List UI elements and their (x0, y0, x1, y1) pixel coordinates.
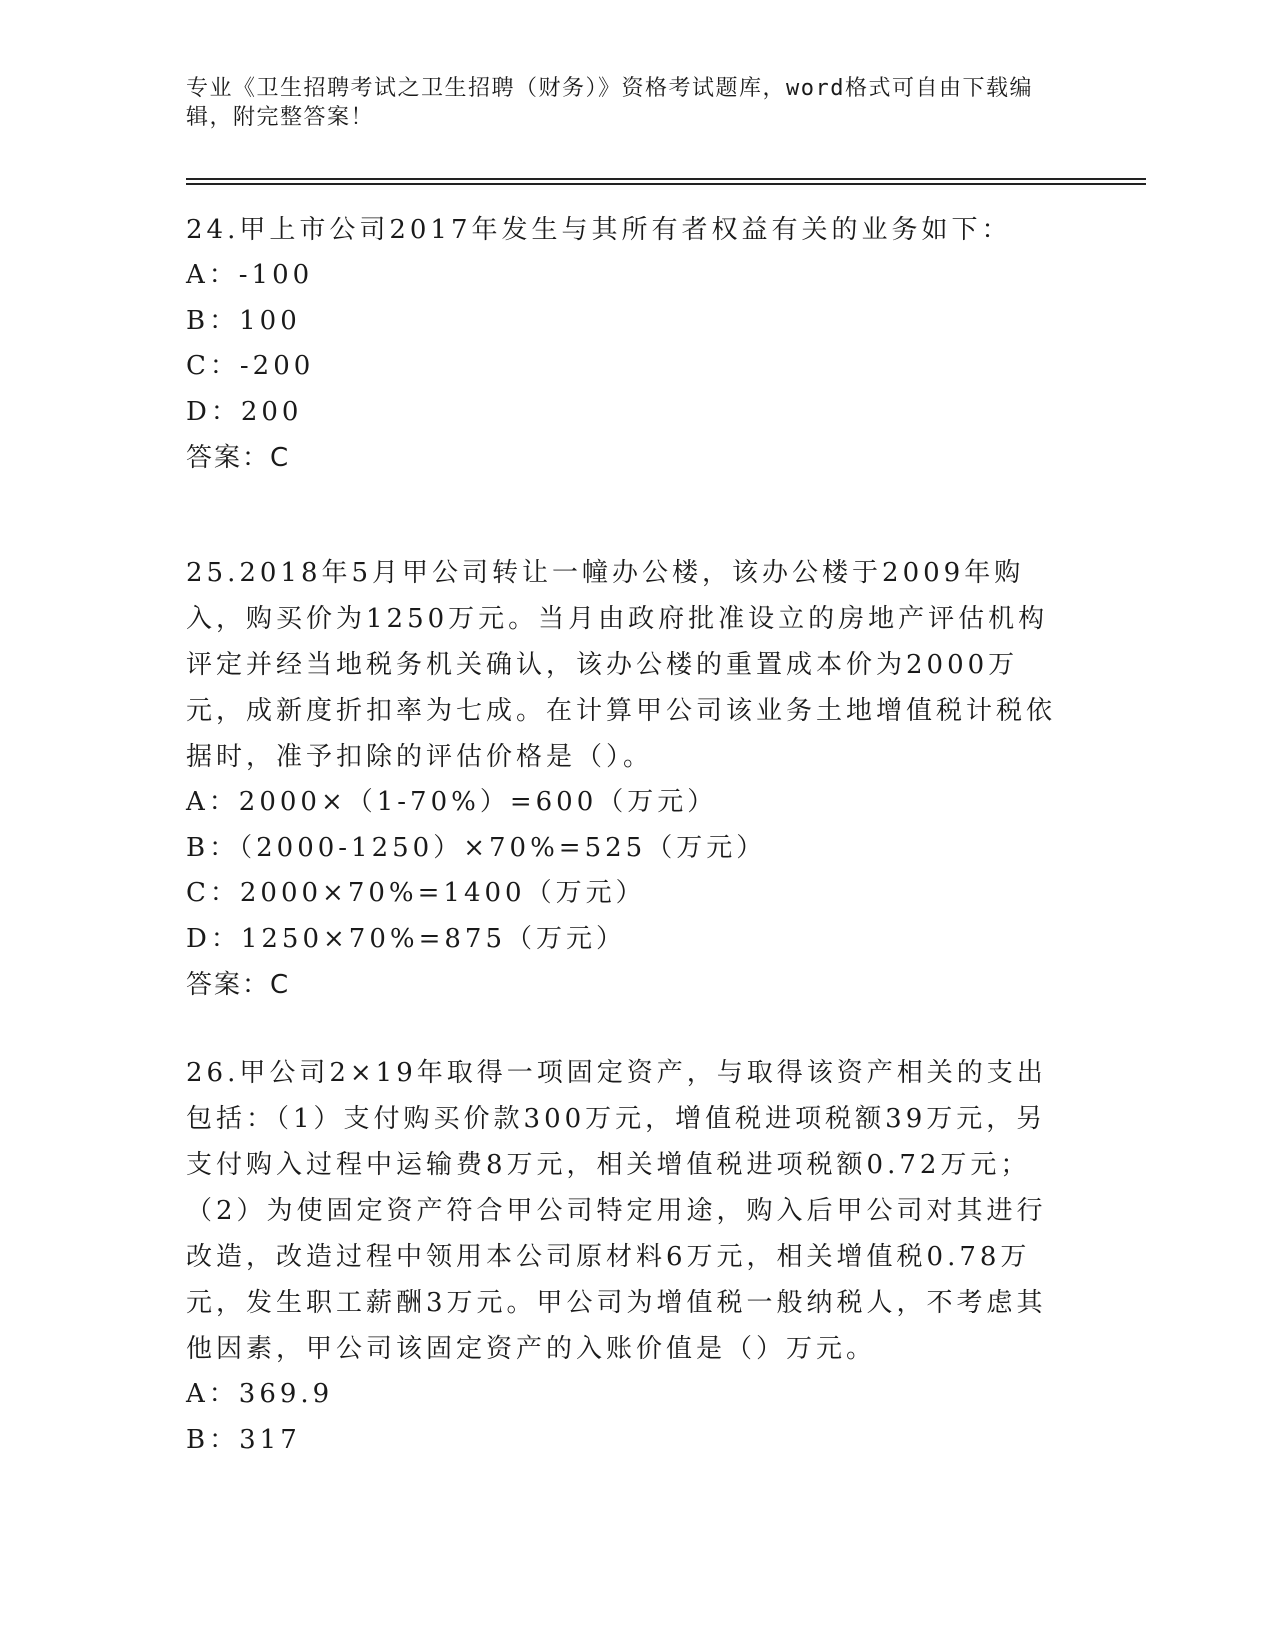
question-stem: 24.甲上市公司2017年发生与其所有者权益有关的业务如下： (186, 215, 1012, 245)
option-b: B：（2000-1250）×70%=525（万元） (186, 832, 767, 863)
option-b: B：317 (186, 1424, 301, 1455)
header-divider-top (186, 178, 1146, 180)
option-a: A：-100 (186, 260, 314, 290)
answer: 答案：C (186, 443, 291, 473)
question-26 (186, 1050, 1076, 1463)
question-stem: 25.2018年5月甲公司转让一幢办公楼，该办公楼于2009年购入，购买价为1250万元。当月由政府批准设立的房地产评估机构评定并经当地税务机关确认，该办公楼的重置成本价为2000万元，成新度折扣率为七成。在计算甲公司该业务土地增值税计税依据时，准予扣除的评估价格是（）。 (186, 558, 1057, 772)
question-24 (186, 207, 1076, 481)
header-divider-bottom (186, 183, 1146, 185)
document-header: 专业《卫生招聘考试之卫生招聘（财务）》资格考试题库，word格式可自由下载编辑，附完整答案！ (186, 76, 1033, 130)
question-stem: 26.甲公司2×19年取得一项固定资产，与取得该资产相关的支出包括：（1）支付购买价款300万元，增值税进项税额39万元，另支付购入过程中运输费8万元，相关增值税进项税额0.72万元；（2）为使固定资产符合甲公司特定用途，购入后甲公司对其进行改造，改造过程中领用本公司原材料6万元，相关增值税0.78万元，发生职工薪酬3万元。甲公司为增值税一般纳税人，不考虑其他因素，甲公司该固定资产的入账价值是（）万元。 (186, 1058, 1047, 1364)
option-a: A：2000×（1-70%）=600（万元） (186, 787, 718, 817)
option-b: B：100 (186, 305, 301, 336)
option-c: C：2000×70%=1400（万元） (186, 878, 646, 908)
option-c: C：-200 (186, 351, 315, 381)
option-d: D：200 (186, 396, 303, 427)
option-a: A：369.9 (186, 1379, 334, 1409)
question-25 (186, 550, 1076, 1008)
answer: 答案：C (186, 970, 291, 1000)
option-d: D：1250×70%=875（万元） (186, 923, 626, 954)
